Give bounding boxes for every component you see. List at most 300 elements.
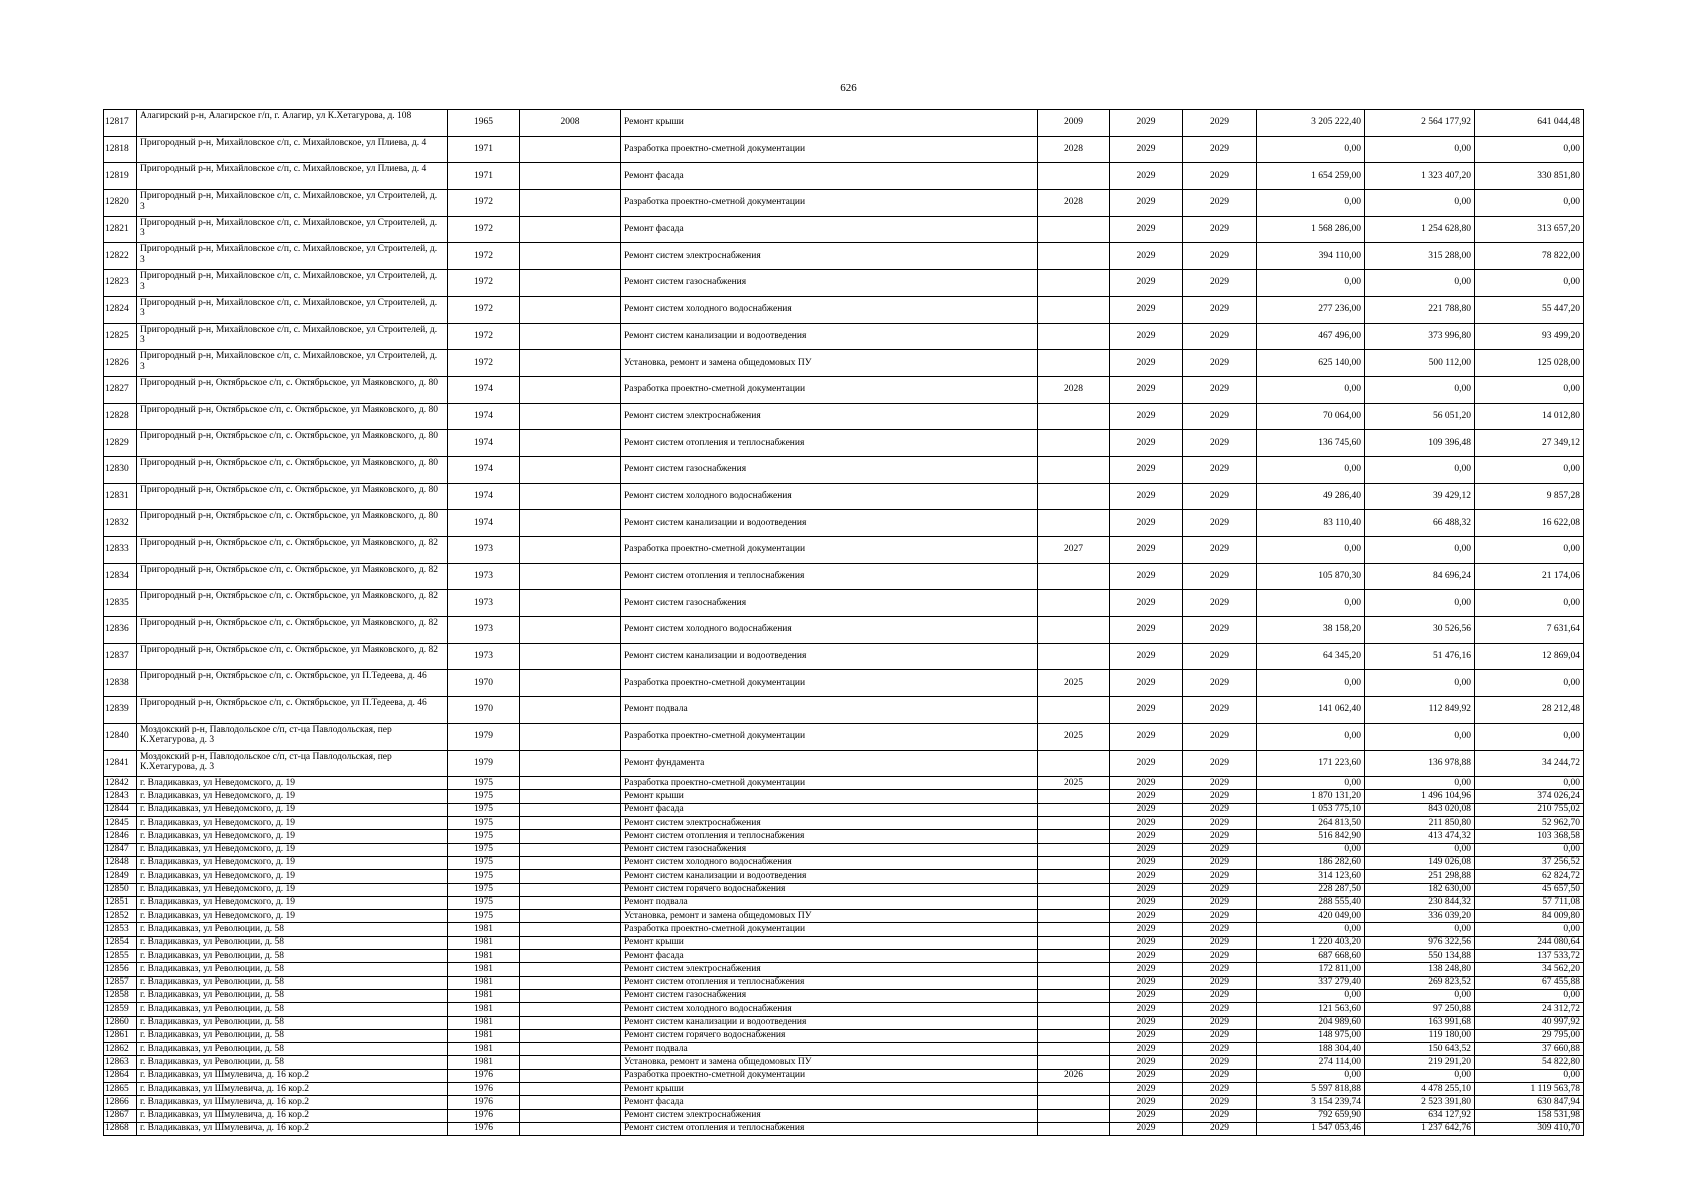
build-year-cell: 1981 [448, 923, 520, 936]
last-repair-year-cell [520, 510, 621, 537]
start-year-cell: 2029 [1110, 963, 1183, 976]
end-year-cell: 2029 [1183, 976, 1257, 989]
work-type-cell: Ремонт фасада [621, 803, 1038, 816]
row-number-cell: 12824 [104, 296, 137, 323]
plan-year-cell: 2025 [1038, 670, 1110, 697]
table-row [104, 950, 1584, 963]
last-repair-year-cell [520, 350, 621, 377]
address-cell: Пригородный р-н, Михайловское с/п, с. Михайловское, ул Плиева, д. 4 [137, 136, 448, 163]
total-cost-cell: 0,00 [1257, 723, 1365, 750]
address-cell: г. Владикавказ, ул Неведомского, д. 19 [137, 830, 448, 843]
total-cost-cell: 0,00 [1257, 190, 1365, 217]
owner-cost-cell: 57 711,08 [1475, 896, 1584, 909]
last-repair-year-cell [520, 136, 621, 163]
fund-cost-cell: 413 474,32 [1365, 830, 1475, 843]
fund-cost-cell: 163 991,68 [1365, 1016, 1475, 1029]
work-type-cell: Установка, ремонт и замена общедомовых ПУ [621, 1056, 1038, 1069]
last-repair-year-cell [520, 1043, 621, 1056]
table-row [104, 1029, 1584, 1042]
table-row [104, 723, 1584, 750]
address-cell: Пригородный р-н, Михайловское с/п, с. Михайловское, ул Строителей, д. 3 [137, 296, 448, 323]
plan-year-cell [1038, 163, 1110, 190]
end-year-cell: 2029 [1183, 1016, 1257, 1029]
row-number-cell: 12853 [104, 923, 137, 936]
start-year-cell: 2029 [1110, 270, 1183, 297]
start-year-cell: 2029 [1110, 350, 1183, 377]
last-repair-year-cell [520, 1109, 621, 1122]
total-cost-cell: 394 110,00 [1257, 243, 1365, 270]
build-year-cell: 1972 [448, 190, 520, 217]
row-number-cell: 12852 [104, 910, 137, 923]
owner-cost-cell: 158 531,98 [1475, 1109, 1584, 1122]
end-year-cell: 2029 [1183, 1109, 1257, 1122]
fund-cost-cell: 1 323 407,20 [1365, 163, 1475, 190]
plan-year-cell [1038, 896, 1110, 909]
build-year-cell: 1973 [448, 590, 520, 617]
build-year-cell: 1976 [448, 1083, 520, 1096]
table-row [104, 790, 1584, 803]
end-year-cell: 2029 [1183, 163, 1257, 190]
work-type-cell: Ремонт систем холодного водоснабжения [621, 617, 1038, 644]
address-cell: Моздокский р-н, Павлодольское с/п, ст-ца Павлодольская, пер К.Хетагурова, д. 3 [137, 723, 448, 750]
plan-year-cell [1038, 950, 1110, 963]
work-type-cell: Ремонт крыши [621, 1083, 1038, 1096]
start-year-cell: 2029 [1110, 883, 1183, 896]
plan-year-cell [1038, 830, 1110, 843]
start-year-cell: 2029 [1110, 1016, 1183, 1029]
total-cost-cell: 0,00 [1257, 670, 1365, 697]
fund-cost-cell: 109 396,48 [1365, 430, 1475, 457]
table-row [104, 896, 1584, 909]
build-year-cell: 1972 [448, 216, 520, 243]
table-row [104, 590, 1584, 617]
total-cost-cell: 467 496,00 [1257, 323, 1365, 350]
table-row [104, 1043, 1584, 1056]
end-year-cell: 2029 [1183, 830, 1257, 843]
end-year-cell: 2029 [1183, 216, 1257, 243]
row-number-cell: 12819 [104, 163, 137, 190]
plan-year-cell [1038, 856, 1110, 869]
start-year-cell: 2029 [1110, 670, 1183, 697]
fund-cost-cell: 0,00 [1365, 923, 1475, 936]
start-year-cell: 2029 [1110, 323, 1183, 350]
address-cell: Пригородный р-н, Михайловское с/п, с. Михайловское, ул Строителей, д. 3 [137, 270, 448, 297]
last-repair-year-cell [520, 963, 621, 976]
total-cost-cell: 3 205 222,40 [1257, 110, 1365, 137]
start-year-cell: 2029 [1110, 510, 1183, 537]
start-year-cell: 2029 [1110, 617, 1183, 644]
table-row [104, 270, 1584, 297]
plan-year-cell [1038, 989, 1110, 1002]
total-cost-cell: 1 870 131,20 [1257, 790, 1365, 803]
plan-year-cell [1038, 1029, 1110, 1042]
start-year-cell: 2029 [1110, 1069, 1183, 1082]
work-type-cell: Ремонт систем газоснабжения [621, 456, 1038, 483]
start-year-cell: 2029 [1110, 803, 1183, 816]
start-year-cell: 2029 [1110, 843, 1183, 856]
row-number-cell: 12821 [104, 216, 137, 243]
build-year-cell: 1973 [448, 563, 520, 590]
total-cost-cell: 141 062,40 [1257, 697, 1365, 724]
table-row [104, 643, 1584, 670]
last-repair-year-cell [520, 697, 621, 724]
address-cell: г. Владикавказ, ул Шмулевича, д. 16 кор.2 [137, 1109, 448, 1122]
row-number-cell: 12866 [104, 1096, 137, 1109]
work-type-cell: Ремонт систем электроснабжения [621, 963, 1038, 976]
end-year-cell: 2029 [1183, 936, 1257, 949]
owner-cost-cell: 52 962,70 [1475, 817, 1584, 830]
total-cost-cell: 70 064,00 [1257, 403, 1365, 430]
build-year-cell: 1972 [448, 270, 520, 297]
fund-cost-cell: 219 291,20 [1365, 1056, 1475, 1069]
end-year-cell: 2029 [1183, 883, 1257, 896]
address-cell: Пригородный р-н, Октябрьское с/п, с. Октябрьское, ул Маяковского, д. 80 [137, 456, 448, 483]
build-year-cell: 1975 [448, 830, 520, 843]
address-cell: Пригородный р-н, Октябрьское с/п, с. Октябрьское, ул П.Тедеева, д. 46 [137, 670, 448, 697]
address-cell: г. Владикавказ, ул Неведомского, д. 19 [137, 896, 448, 909]
last-repair-year-cell [520, 243, 621, 270]
row-number-cell: 12865 [104, 1083, 137, 1096]
work-type-cell: Ремонт систем электроснабжения [621, 403, 1038, 430]
build-year-cell: 1974 [448, 376, 520, 403]
last-repair-year-cell [520, 403, 621, 430]
total-cost-cell: 264 813,50 [1257, 817, 1365, 830]
table-row [104, 296, 1584, 323]
build-year-cell: 1981 [448, 989, 520, 1002]
owner-cost-cell: 93 499,20 [1475, 323, 1584, 350]
plan-year-cell [1038, 617, 1110, 644]
total-cost-cell: 49 286,40 [1257, 483, 1365, 510]
owner-cost-cell: 84 009,80 [1475, 910, 1584, 923]
total-cost-cell: 186 282,60 [1257, 856, 1365, 869]
end-year-cell: 2029 [1183, 537, 1257, 564]
last-repair-year-cell [520, 1016, 621, 1029]
total-cost-cell: 0,00 [1257, 537, 1365, 564]
last-repair-year-cell [520, 163, 621, 190]
plan-year-cell: 2025 [1038, 723, 1110, 750]
build-year-cell: 1981 [448, 1016, 520, 1029]
end-year-cell: 2029 [1183, 136, 1257, 163]
row-number-cell: 12832 [104, 510, 137, 537]
owner-cost-cell: 14 012,80 [1475, 403, 1584, 430]
owner-cost-cell: 374 026,24 [1475, 790, 1584, 803]
row-number-cell: 12849 [104, 870, 137, 883]
plan-year-cell [1038, 403, 1110, 430]
address-cell: Пригородный р-н, Михайловское с/п, с. Михайловское, ул Строителей, д. 3 [137, 323, 448, 350]
fund-cost-cell: 39 429,12 [1365, 483, 1475, 510]
total-cost-cell: 0,00 [1257, 777, 1365, 790]
address-cell: г. Владикавказ, ул Неведомского, д. 19 [137, 883, 448, 896]
work-type-cell: Ремонт систем электроснабжения [621, 243, 1038, 270]
start-year-cell: 2029 [1110, 563, 1183, 590]
address-cell: г. Владикавказ, ул Неведомского, д. 19 [137, 843, 448, 856]
row-number-cell: 12863 [104, 1056, 137, 1069]
address-cell: Пригородный р-н, Октябрьское с/п, с. Октябрьское, ул Маяковского, д. 82 [137, 563, 448, 590]
total-cost-cell: 0,00 [1257, 843, 1365, 856]
total-cost-cell: 0,00 [1257, 376, 1365, 403]
last-repair-year-cell [520, 216, 621, 243]
total-cost-cell: 420 049,00 [1257, 910, 1365, 923]
row-number-cell: 12825 [104, 323, 137, 350]
plan-year-cell [1038, 323, 1110, 350]
table-row [104, 617, 1584, 644]
start-year-cell: 2029 [1110, 950, 1183, 963]
fund-cost-cell: 0,00 [1365, 537, 1475, 564]
row-number-cell: 12836 [104, 617, 137, 644]
plan-year-cell: 2009 [1038, 110, 1110, 137]
fund-cost-cell: 51 476,16 [1365, 643, 1475, 670]
build-year-cell: 1981 [448, 976, 520, 989]
build-year-cell: 1970 [448, 670, 520, 697]
address-cell: Пригородный р-н, Михайловское с/п, с. Михайловское, ул Плиева, д. 4 [137, 163, 448, 190]
build-year-cell: 1972 [448, 296, 520, 323]
plan-year-cell: 2028 [1038, 136, 1110, 163]
total-cost-cell: 0,00 [1257, 989, 1365, 1002]
plan-year-cell [1038, 1096, 1110, 1109]
work-type-cell: Ремонт систем холодного водоснабжения [621, 483, 1038, 510]
table-row [104, 670, 1584, 697]
work-type-cell: Установка, ремонт и замена общедомовых ПУ [621, 910, 1038, 923]
owner-cost-cell: 125 028,00 [1475, 350, 1584, 377]
row-number-cell: 12859 [104, 1003, 137, 1016]
table-row [104, 989, 1584, 1002]
start-year-cell: 2029 [1110, 976, 1183, 989]
table-row [104, 350, 1584, 377]
owner-cost-cell: 28 212,48 [1475, 697, 1584, 724]
address-cell: г. Владикавказ, ул Неведомского, д. 19 [137, 790, 448, 803]
start-year-cell: 2029 [1110, 750, 1183, 777]
address-cell: г. Владикавказ, ул Неведомского, д. 19 [137, 856, 448, 869]
fund-cost-cell: 84 696,24 [1365, 563, 1475, 590]
table-row [104, 510, 1584, 537]
repair-register-table [103, 109, 1584, 1136]
plan-year-cell [1038, 936, 1110, 949]
start-year-cell: 2029 [1110, 163, 1183, 190]
table-row [104, 963, 1584, 976]
plan-year-cell: 2026 [1038, 1069, 1110, 1082]
fund-cost-cell: 30 526,56 [1365, 617, 1475, 644]
total-cost-cell: 314 123,60 [1257, 870, 1365, 883]
last-repair-year-cell [520, 590, 621, 617]
build-year-cell: 1976 [448, 1122, 520, 1135]
address-cell: г. Владикавказ, ул Революции, д. 58 [137, 1016, 448, 1029]
owner-cost-cell: 21 174,06 [1475, 563, 1584, 590]
build-year-cell: 1975 [448, 856, 520, 869]
table-row [104, 1096, 1584, 1109]
work-type-cell: Ремонт систем отопления и теплоснабжения [621, 830, 1038, 843]
build-year-cell: 1974 [448, 456, 520, 483]
start-year-cell: 2029 [1110, 896, 1183, 909]
row-number-cell: 12857 [104, 976, 137, 989]
end-year-cell: 2029 [1183, 750, 1257, 777]
owner-cost-cell: 137 533,72 [1475, 950, 1584, 963]
table-row [104, 323, 1584, 350]
start-year-cell: 2029 [1110, 1083, 1183, 1096]
fund-cost-cell: 0,00 [1365, 190, 1475, 217]
plan-year-cell [1038, 790, 1110, 803]
last-repair-year-cell [520, 643, 621, 670]
last-repair-year-cell [520, 430, 621, 457]
row-number-cell: 12833 [104, 537, 137, 564]
end-year-cell: 2029 [1183, 296, 1257, 323]
fund-cost-cell: 211 850,80 [1365, 817, 1475, 830]
start-year-cell: 2029 [1110, 537, 1183, 564]
owner-cost-cell: 0,00 [1475, 537, 1584, 564]
end-year-cell: 2029 [1183, 376, 1257, 403]
fund-cost-cell: 976 322,56 [1365, 936, 1475, 949]
build-year-cell: 1981 [448, 1003, 520, 1016]
row-number-cell: 12861 [104, 1029, 137, 1042]
table-row [104, 843, 1584, 856]
last-repair-year-cell [520, 856, 621, 869]
end-year-cell: 2029 [1183, 590, 1257, 617]
end-year-cell: 2029 [1183, 430, 1257, 457]
end-year-cell: 2029 [1183, 843, 1257, 856]
start-year-cell: 2029 [1110, 110, 1183, 137]
address-cell: г. Владикавказ, ул Революции, д. 58 [137, 1056, 448, 1069]
fund-cost-cell: 4 478 255,10 [1365, 1083, 1475, 1096]
end-year-cell: 2029 [1183, 670, 1257, 697]
end-year-cell: 2029 [1183, 817, 1257, 830]
owner-cost-cell: 0,00 [1475, 923, 1584, 936]
build-year-cell: 1981 [448, 1056, 520, 1069]
row-number-cell: 12820 [104, 190, 137, 217]
total-cost-cell: 687 668,60 [1257, 950, 1365, 963]
row-number-cell: 12840 [104, 723, 137, 750]
work-type-cell: Ремонт систем газоснабжения [621, 270, 1038, 297]
total-cost-cell: 1 568 286,00 [1257, 216, 1365, 243]
end-year-cell: 2029 [1183, 963, 1257, 976]
fund-cost-cell: 315 288,00 [1365, 243, 1475, 270]
start-year-cell: 2029 [1110, 590, 1183, 617]
last-repair-year-cell [520, 790, 621, 803]
plan-year-cell: 2025 [1038, 777, 1110, 790]
fund-cost-cell: 0,00 [1365, 590, 1475, 617]
address-cell: Пригородный р-н, Октябрьское с/п, с. Октябрьское, ул Маяковского, д. 80 [137, 430, 448, 457]
build-year-cell: 1975 [448, 777, 520, 790]
build-year-cell: 1975 [448, 896, 520, 909]
row-number-cell: 12868 [104, 1122, 137, 1135]
row-number-cell: 12845 [104, 817, 137, 830]
last-repair-year-cell [520, 483, 621, 510]
work-type-cell: Разработка проектно-сметной документации [621, 723, 1038, 750]
address-cell: г. Владикавказ, ул Неведомского, д. 19 [137, 777, 448, 790]
row-number-cell: 12818 [104, 136, 137, 163]
last-repair-year-cell [520, 976, 621, 989]
last-repair-year-cell [520, 883, 621, 896]
plan-year-cell: 2028 [1038, 190, 1110, 217]
plan-year-cell [1038, 817, 1110, 830]
start-year-cell: 2029 [1110, 403, 1183, 430]
address-cell: Пригородный р-н, Октябрьское с/п, с. Октябрьское, ул П.Тедеева, д. 46 [137, 697, 448, 724]
work-type-cell: Ремонт систем отопления и теплоснабжения [621, 563, 1038, 590]
total-cost-cell: 0,00 [1257, 923, 1365, 936]
fund-cost-cell: 634 127,92 [1365, 1109, 1475, 1122]
total-cost-cell: 64 345,20 [1257, 643, 1365, 670]
plan-year-cell [1038, 1122, 1110, 1135]
plan-year-cell [1038, 1003, 1110, 1016]
start-year-cell: 2029 [1110, 483, 1183, 510]
work-type-cell: Установка, ремонт и замена общедомовых ПУ [621, 350, 1038, 377]
owner-cost-cell: 0,00 [1475, 456, 1584, 483]
plan-year-cell [1038, 1109, 1110, 1122]
work-type-cell: Ремонт систем горячего водоснабжения [621, 1029, 1038, 1042]
build-year-cell: 1971 [448, 163, 520, 190]
start-year-cell: 2029 [1110, 1122, 1183, 1135]
row-number-cell: 12828 [104, 403, 137, 430]
work-type-cell: Ремонт систем отопления и теплоснабжения [621, 1122, 1038, 1135]
build-year-cell: 1965 [448, 110, 520, 137]
start-year-cell: 2029 [1110, 456, 1183, 483]
address-cell: Пригородный р-н, Михайловское с/п, с. Михайловское, ул Строителей, д. 3 [137, 350, 448, 377]
owner-cost-cell: 34 244,72 [1475, 750, 1584, 777]
build-year-cell: 1974 [448, 403, 520, 430]
end-year-cell: 2029 [1183, 403, 1257, 430]
owner-cost-cell: 0,00 [1475, 190, 1584, 217]
end-year-cell: 2029 [1183, 643, 1257, 670]
last-repair-year-cell [520, 830, 621, 843]
build-year-cell: 1975 [448, 817, 520, 830]
address-cell: Пригородный р-н, Октябрьское с/п, с. Октябрьское, ул Маяковского, д. 82 [137, 590, 448, 617]
last-repair-year-cell [520, 843, 621, 856]
owner-cost-cell: 7 631,64 [1475, 617, 1584, 644]
owner-cost-cell: 313 657,20 [1475, 216, 1584, 243]
owner-cost-cell: 0,00 [1475, 723, 1584, 750]
total-cost-cell: 0,00 [1257, 456, 1365, 483]
work-type-cell: Ремонт подвала [621, 896, 1038, 909]
start-year-cell: 2029 [1110, 190, 1183, 217]
work-type-cell: Разработка проектно-сметной документации [621, 777, 1038, 790]
end-year-cell: 2029 [1183, 456, 1257, 483]
owner-cost-cell: 641 044,48 [1475, 110, 1584, 137]
last-repair-year-cell: 2008 [520, 110, 621, 137]
total-cost-cell: 277 236,00 [1257, 296, 1365, 323]
end-year-cell: 2029 [1183, 870, 1257, 883]
start-year-cell: 2029 [1110, 243, 1183, 270]
address-cell: Пригородный р-н, Октябрьское с/п, с. Октябрьское, ул Маяковского, д. 80 [137, 403, 448, 430]
row-number-cell: 12855 [104, 950, 137, 963]
fund-cost-cell: 0,00 [1365, 989, 1475, 1002]
address-cell: г. Владикавказ, ул Шмулевича, д. 16 кор.2 [137, 1083, 448, 1096]
work-type-cell: Ремонт систем газоснабжения [621, 590, 1038, 617]
plan-year-cell [1038, 350, 1110, 377]
last-repair-year-cell [520, 456, 621, 483]
total-cost-cell: 288 555,40 [1257, 896, 1365, 909]
end-year-cell: 2029 [1183, 1029, 1257, 1042]
plan-year-cell [1038, 1056, 1110, 1069]
end-year-cell: 2029 [1183, 790, 1257, 803]
work-type-cell: Разработка проектно-сметной документации [621, 376, 1038, 403]
owner-cost-cell: 0,00 [1475, 270, 1584, 297]
end-year-cell: 2029 [1183, 856, 1257, 869]
end-year-cell: 2029 [1183, 1043, 1257, 1056]
table-row [104, 483, 1584, 510]
last-repair-year-cell [520, 1069, 621, 1082]
fund-cost-cell: 843 020,08 [1365, 803, 1475, 816]
address-cell: Алагирский р-н, Алагирское г/п, г. Алагир, ул К.Хетагурова, д. 108 [137, 110, 448, 137]
fund-cost-cell: 2 564 177,92 [1365, 110, 1475, 137]
work-type-cell: Ремонт систем отопления и теплоснабжения [621, 430, 1038, 457]
owner-cost-cell: 62 824,72 [1475, 870, 1584, 883]
total-cost-cell: 274 114,00 [1257, 1056, 1365, 1069]
start-year-cell: 2029 [1110, 777, 1183, 790]
table-row [104, 910, 1584, 923]
row-number-cell: 12862 [104, 1043, 137, 1056]
plan-year-cell [1038, 976, 1110, 989]
work-type-cell: Ремонт крыши [621, 110, 1038, 137]
table-row [104, 803, 1584, 816]
start-year-cell: 2029 [1110, 989, 1183, 1002]
